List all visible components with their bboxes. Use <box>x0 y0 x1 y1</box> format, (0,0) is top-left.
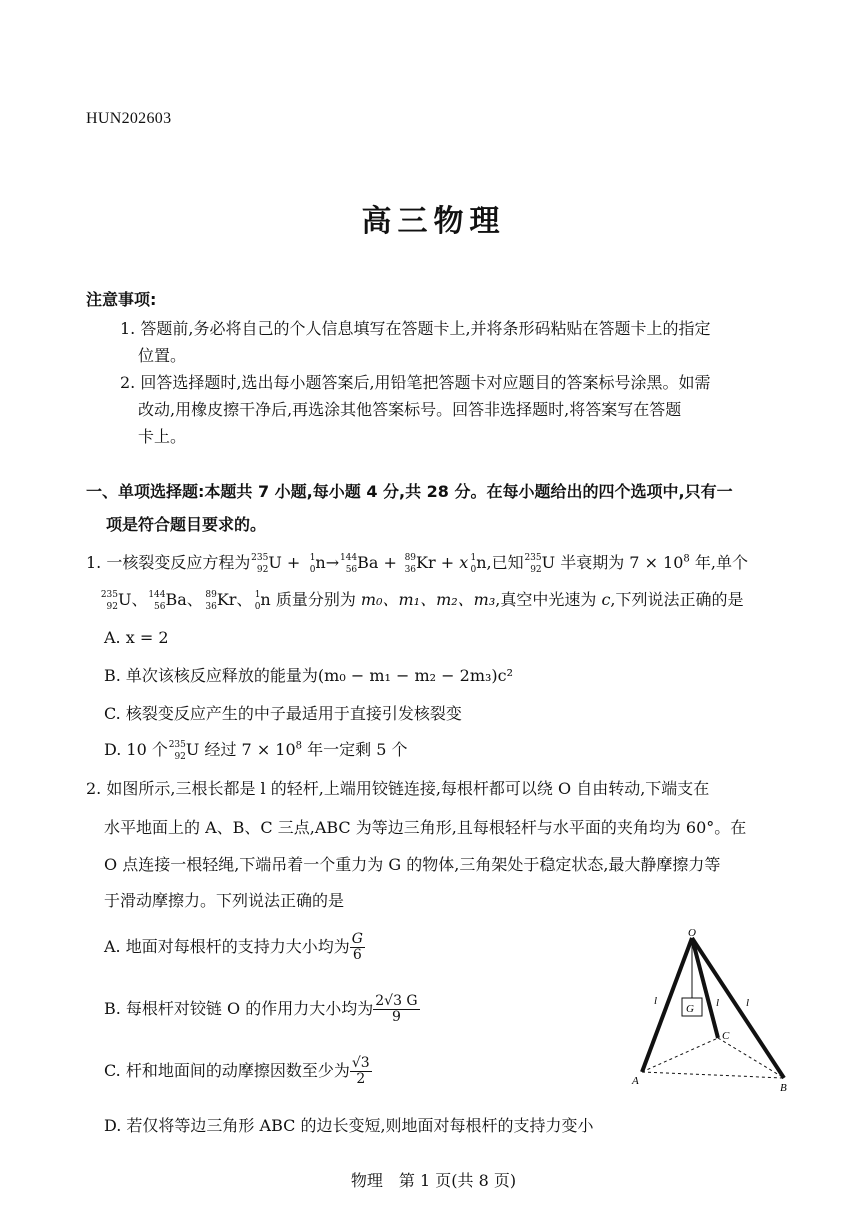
notice-item-2-cont: 改动,用橡皮擦干净后,再选涂其他答案标号。回答非选择题时,将答案写在答题 <box>138 400 682 419</box>
q2-option-c: C. 杆和地面间的动摩擦因数至少为 $\frac{√3}{2}$ <box>104 1055 370 1087</box>
notice-item-1-cont: 位置。 <box>138 346 187 365</box>
q1-option-b: B. 单次该核反应释放的能量为(m₀ − m₁ − m₂ − 2m₃)c² <box>104 666 514 685</box>
label-a: A <box>632 1075 639 1087</box>
q1-stem-line2: 235 92 U、 144 56 Ba、 89 36 Kr、 1 0 n 质量分别为 m₀、m₁、m₂、m₃,真空中光速为 c,下列说法正确的是 <box>100 589 744 612</box>
notice-item-1: 1. 答题前,务必将自己的个人信息填写在答题卡上,并将条形码粘贴在答题卡上的指定 <box>120 319 711 338</box>
q1-option-d: D. 10 个 235 92 U 经过 $7 \times 10^8$ 年一定剩 5 个 <box>104 739 408 762</box>
label-l-oc: l <box>716 997 720 1009</box>
label-o: O <box>688 927 696 939</box>
notice-item-2-cont2: 卡上。 <box>138 427 187 446</box>
q2-option-a: A. 地面对每根杆的支持力大小均为 $\frac{G}{6}$ <box>104 931 363 963</box>
rod-ob <box>692 938 784 1078</box>
q1-option-c: C. 核裂变反应产生的中子最适用于直接引发核裂变 <box>104 704 462 723</box>
label-b: B <box>780 1082 787 1094</box>
q2-stem-line4: 于滑动摩擦力。下列说法正确的是 <box>104 891 345 910</box>
label-g: G <box>686 1003 694 1015</box>
label-c: C <box>722 1030 730 1042</box>
q2-stem-line1: 2. 如图所示,三根长都是 l 的轻杆,上端用铰链连接,每根杆都可以绕 O 自由转动,下端支在 <box>86 779 710 798</box>
q1-stem-line1: 1. 一核裂变反应方程为 235 92 U + 1 0 n→ 144 56 Ba + 89 36 Kr + x 1 0 n,已知 235 92 U 半衰期为 $7 \times 10^8$ 年,单个 <box>86 552 748 575</box>
page-title: 高三物理 <box>361 204 506 239</box>
label-l-oa: l <box>654 995 658 1007</box>
section-heading: 一、单项选择题:本题共 7 小题,每小题 4 分,共 28 分。在每小题给出的四个选项中,只有一 <box>86 482 733 501</box>
notice-item-2: 2. 回答选择题时,选出每小题答案后,用铅笔把答题卡对应题目的答案标号涂黑。如需 <box>120 373 711 392</box>
section-heading-cont: 项是符合题目要求的。 <box>106 515 267 534</box>
q1-option-a: A. x = 2 <box>104 628 169 647</box>
rod-oc <box>692 938 718 1038</box>
base-edge-ab <box>642 1072 784 1078</box>
tripod-figure <box>628 926 798 1096</box>
q2-stem-line3: O 点连接一根轻绳,下端吊着一个重力为 G 的物体,三角架处于稳定状态,最大静摩擦力等 <box>104 855 721 874</box>
base-edge-cb <box>718 1038 784 1078</box>
notice-heading: 注意事项: <box>86 290 157 309</box>
label-l-ob: l <box>746 997 750 1009</box>
q2-stem-line2: 水平地面上的 A、B、C 三点,ABC 为等边三角形,且每根轻杆与水平面的夹角均为 60°。在 <box>104 818 747 837</box>
q2-option-d: D. 若仅将等边三角形 ABC 的边长变短,则地面对每根杆的支持力变小 <box>104 1116 594 1135</box>
paper-code: HUN202603 <box>86 110 172 127</box>
q2-option-b: B. 每根杆对铰链 O 的作用力大小均为 $\frac{2√3 G}{9}$ <box>104 993 418 1025</box>
page-footer: 物理 第 1 页(共 8 页) <box>350 1171 517 1190</box>
